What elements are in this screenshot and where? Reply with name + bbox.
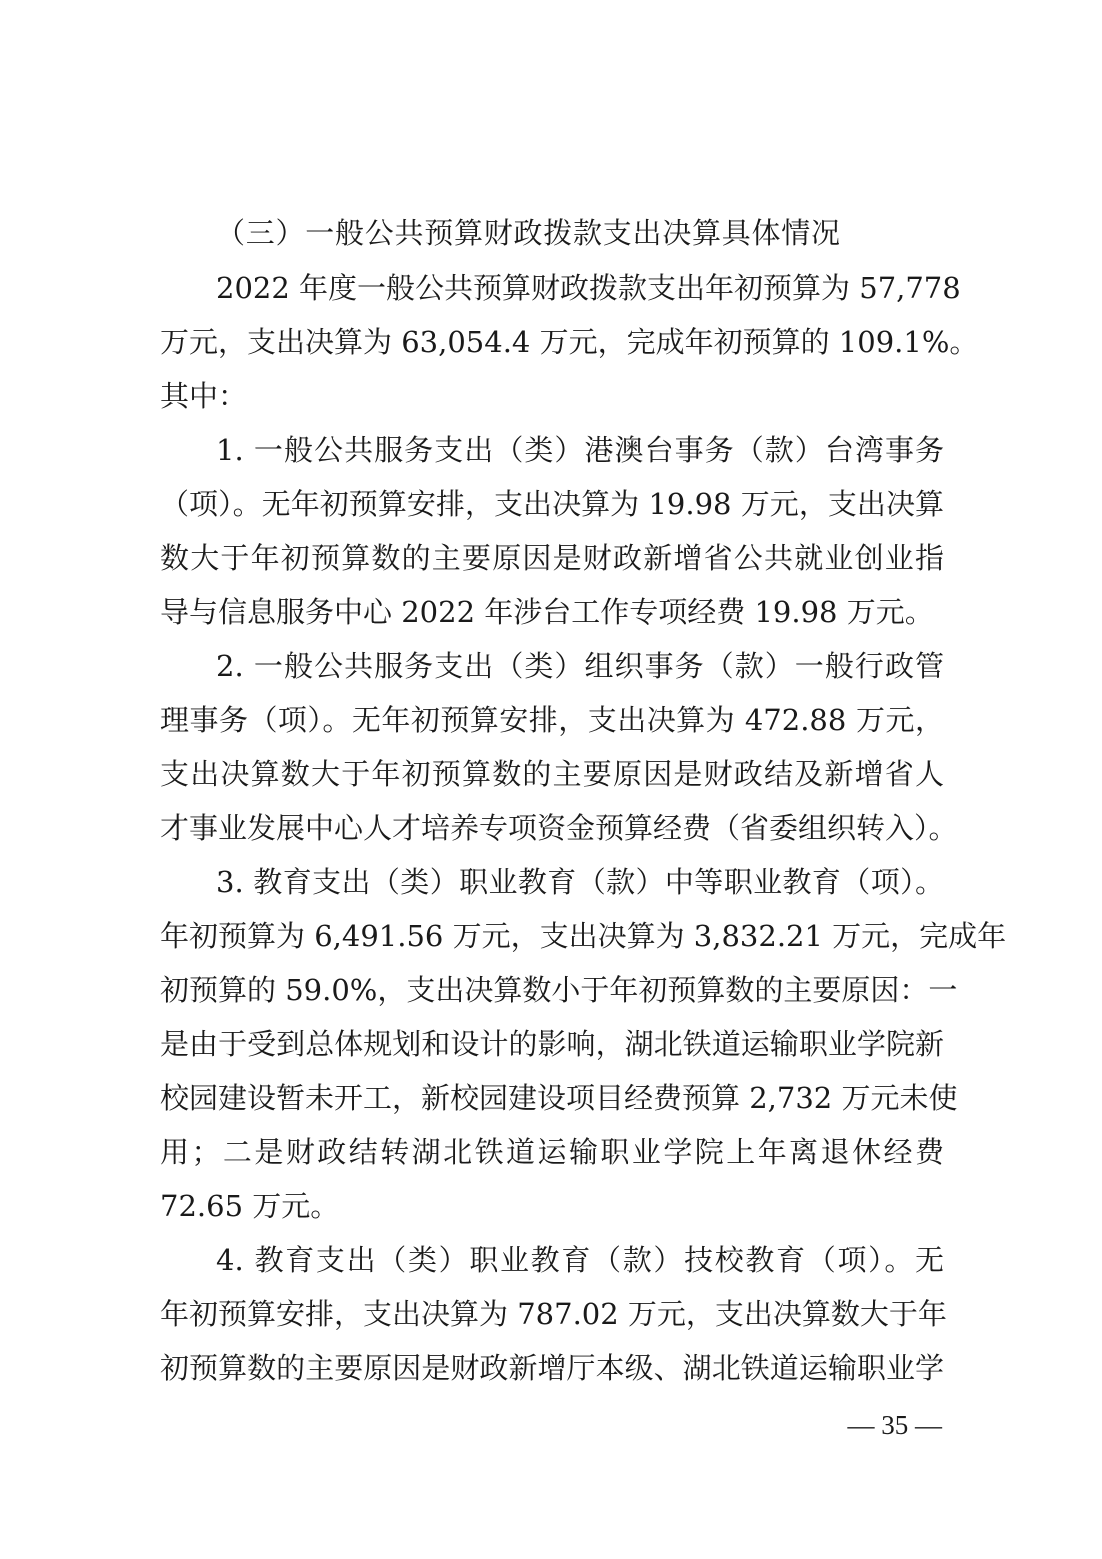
section-heading: （三）一般公共预算财政拨款支出决算具体情况 <box>216 216 840 250</box>
paragraph-line: 年初预算安排，支出决算为 787.02 万元，支出决算数大于年 <box>160 1297 947 1331</box>
page-number: — 35 — <box>847 1410 942 1440</box>
paragraph-line: 校园建设暂未开工，新校园建设项目经费预算 2,732 万元未使 <box>160 1081 958 1115</box>
paragraph-line: 数大于年初预算数的主要原因是财政新增省公共就业创业指 <box>160 541 944 575</box>
paragraph-line: （项）。无年初预算安排，支出决算为 19.98 万元，支出决算 <box>160 487 944 521</box>
paragraph-line: 万元，支出决算为 63,054.4 万元，完成年初预算的 109.1%。 <box>160 325 979 359</box>
paragraph-line: 初预算数的主要原因是财政新增厅本级、湖北铁道运输职业学 <box>160 1351 944 1385</box>
paragraph-line: 初预算的 59.0%，支出决算数小于年初预算数的主要原因：一 <box>160 973 958 1007</box>
paragraph-line: 4. 教育支出（类）职业教育（款）技校教育（项）。无 <box>216 1243 944 1277</box>
paragraph-line: 3. 教育支出（类）职业教育（款）中等职业教育（项）。 <box>216 865 944 899</box>
paragraph-line: 1. 一般公共服务支出（类）港澳台事务（款）台湾事务 <box>216 433 944 467</box>
paragraph-line: 支出决算数大于年初预算数的主要原因是财政结及新增省人 <box>160 757 944 791</box>
paragraph-line: 是由于受到总体规划和设计的影响，湖北铁道运输职业学院新 <box>160 1027 944 1061</box>
paragraph-line: 2022 年度一般公共预算财政拨款支出年初预算为 57,778 <box>216 271 961 305</box>
paragraph-line: 才事业发展中心人才培养专项资金预算经费（省委组织转入）。 <box>160 811 958 845</box>
paragraph-line: 用；二是财政结转湖北铁道运输职业学院上年离退休经费 <box>160 1135 944 1169</box>
paragraph-line: 其中： <box>160 379 248 413</box>
paragraph-line: 理事务（项）。无年初预算安排，支出决算为 472.88 万元， <box>160 703 944 737</box>
paragraph-line: 年初预算为 6,491.56 万元，支出决算为 3,832.21 万元，完成年 <box>160 919 1007 953</box>
paragraph-line: 2. 一般公共服务支出（类）组织事务（款）一般行政管 <box>216 649 944 683</box>
paragraph-line: 72.65 万元。 <box>160 1189 340 1223</box>
paragraph-line: 导与信息服务中心 2022 年涉台工作专项经费 19.98 万元。 <box>160 595 934 629</box>
